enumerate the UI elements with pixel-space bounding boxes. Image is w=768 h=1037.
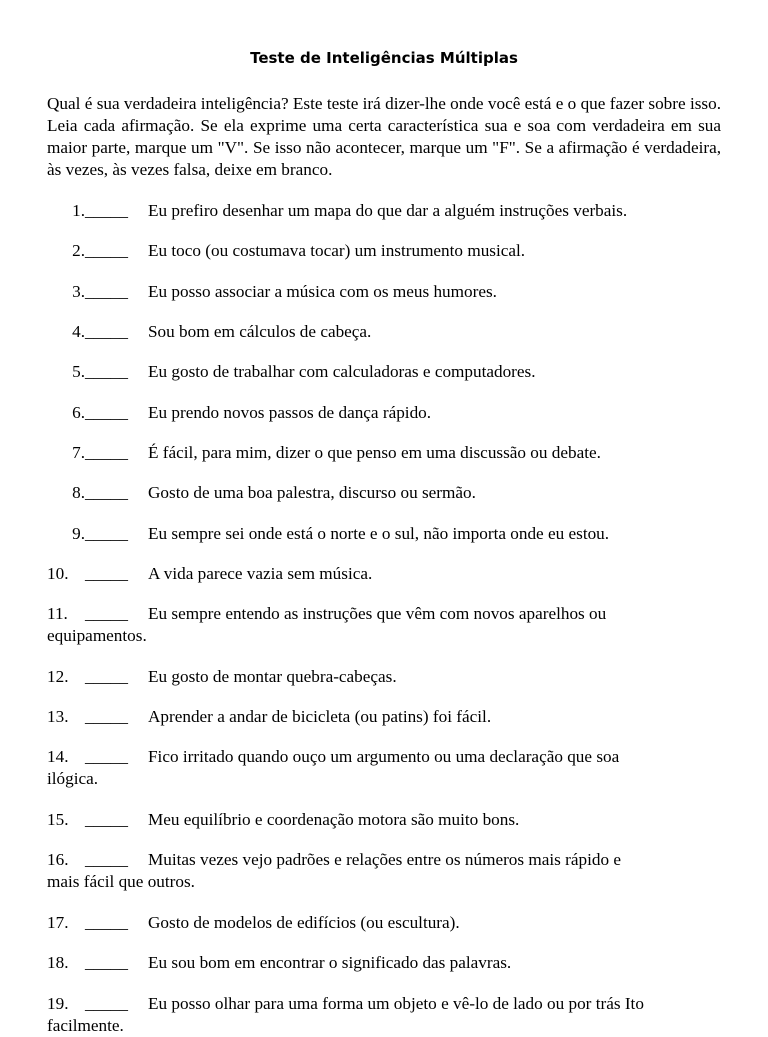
question-text: Eu prendo novos passos de dança rápido. (148, 403, 432, 422)
question-text: Fico irritado quando ouço um argumento ou uma declaração que soa (148, 747, 620, 766)
question-line (47, 706, 721, 728)
question-line (47, 442, 721, 464)
answer-blank[interactable]: _____ (85, 747, 128, 766)
question-line (47, 523, 721, 545)
question-line (47, 746, 721, 768)
question-line (47, 200, 721, 222)
question-line (47, 281, 721, 303)
question-text: Aprender a andar de bicicleta (ou patins) foi fácil. (148, 707, 492, 726)
list-item (47, 746, 721, 790)
list-item (47, 482, 721, 504)
list-item (47, 240, 721, 262)
question-line (47, 952, 721, 974)
answer-blank[interactable]: _____ (85, 443, 128, 462)
question-number: 19. (47, 994, 69, 1013)
list-item (47, 442, 721, 464)
question-line (47, 849, 721, 871)
answer-blank[interactable]: _____ (85, 483, 128, 502)
list-item (47, 706, 721, 728)
question-text-continuation: mais fácil que outros. (47, 872, 195, 891)
question-text-continuation: ilógica. (47, 769, 99, 788)
question-text: Eu posso olhar para uma forma um objeto e vê-lo de lado ou por trás Ito (148, 994, 644, 1013)
question-number: 15. (47, 810, 69, 829)
question-text: Muitas vezes vejo padrões e relações entre os números mais rápido e (148, 850, 621, 869)
question-number: 4. (72, 322, 85, 341)
question-number: 1. (72, 201, 85, 220)
question-text: É fácil, para mim, dizer o que penso em uma discussão ou debate. (148, 443, 601, 462)
question-number: 3. (72, 282, 85, 301)
question-text: Eu sempre sei onde está o norte e o sul, não importa onde eu estou. (148, 524, 610, 543)
document-title: Teste de Inteligências Múltiplas (250, 49, 518, 67)
answer-blank[interactable]: _____ (85, 241, 128, 260)
answer-blank[interactable]: _____ (85, 403, 128, 422)
question-line (47, 912, 721, 934)
intro-paragraph (47, 93, 721, 181)
list-item (47, 200, 721, 222)
question-number: 16. (47, 850, 69, 869)
question-text: Eu sempre entendo as instruções que vêm com novos aparelhos ou (148, 604, 607, 623)
question-text: Meu equilíbrio e coordenação motora são muito bons. (148, 810, 520, 829)
question-line (47, 809, 721, 831)
list-item (47, 666, 721, 688)
question-text: Eu gosto de montar quebra-cabeças. (148, 667, 397, 686)
question-line (47, 402, 721, 424)
question-line (47, 321, 721, 343)
question-line (47, 361, 721, 383)
question-number: 12. (47, 667, 69, 686)
question-line (47, 666, 721, 688)
question-number: 2. (72, 241, 85, 260)
question-line (47, 240, 721, 262)
question-text-continuation: facilmente. (47, 1016, 124, 1035)
answer-blank[interactable]: _____ (85, 953, 128, 972)
list-item (47, 361, 721, 383)
answer-blank[interactable]: _____ (85, 850, 128, 869)
question-number: 18. (47, 953, 69, 972)
question-number: 11. (47, 604, 68, 623)
list-item (47, 603, 721, 647)
question-number: 10. (47, 564, 69, 583)
question-number: 17. (47, 913, 69, 932)
question-number: 7. (72, 443, 85, 462)
answer-blank[interactable]: _____ (85, 282, 128, 301)
question-number: 13. (47, 707, 69, 726)
list-item (47, 402, 721, 424)
answer-blank[interactable]: _____ (85, 322, 128, 341)
question-number: 6. (72, 403, 85, 422)
question-line (47, 993, 721, 1015)
question-text: Eu toco (ou costumava tocar) um instrumento musical. (148, 241, 526, 260)
list-item (47, 563, 721, 585)
question-line (47, 603, 721, 625)
question-text: Gosto de modelos de edifícios (ou escultura). (148, 913, 460, 932)
question-text: Eu prefiro desenhar um mapa do que dar a alguém instruções verbais. (148, 201, 628, 220)
list-item (47, 993, 721, 1037)
answer-blank[interactable]: _____ (85, 564, 128, 583)
list-item (47, 952, 721, 974)
question-number: 5. (72, 362, 85, 381)
question-number: 14. (47, 747, 69, 766)
answer-blank[interactable]: _____ (85, 201, 128, 220)
question-text: Eu gosto de trabalhar com calculadoras e computadores. (148, 362, 536, 381)
question-line (47, 563, 721, 585)
question-number: 9. (72, 524, 85, 543)
question-text: Eu posso associar a música com os meus humores. (148, 282, 497, 301)
question-text: Sou bom em cálculos de cabeça. (148, 322, 372, 341)
question-text: Eu sou bom em encontrar o significado das palavras. (148, 953, 512, 972)
answer-blank[interactable]: _____ (85, 362, 128, 381)
question-text: A vida parece vazia sem música. (148, 564, 373, 583)
answer-blank[interactable]: _____ (85, 913, 128, 932)
answer-blank[interactable]: _____ (85, 524, 128, 543)
list-item (47, 321, 721, 343)
list-item (47, 809, 721, 831)
list-item (47, 849, 721, 893)
question-text-continuation: equipamentos. (47, 626, 147, 645)
list-item (47, 281, 721, 303)
question-number: 8. (72, 483, 85, 502)
intro-text: Qual é sua verdadeira inteligência? Este teste irá dizer-lhe onde você está e o que fazer sobre isso. Leia cada afirmação. Se ela exprime uma certa característica sua e soa com verdadeira em sua maior parte, marque um "V". Se isso não acontecer, marque um "F". Se a afirmação é verdadeira, às vezes, às vezes falsa, deixe em branco. (47, 94, 721, 179)
list-item (47, 523, 721, 545)
answer-blank[interactable]: _____ (85, 994, 128, 1013)
answer-blank[interactable]: _____ (85, 707, 128, 726)
list-item (47, 912, 721, 934)
answer-blank[interactable]: _____ (85, 810, 128, 829)
answer-blank[interactable]: _____ (85, 604, 128, 623)
answer-blank[interactable]: _____ (85, 667, 128, 686)
question-line (47, 482, 721, 504)
question-text: Gosto de uma boa palestra, discurso ou sermão. (148, 483, 476, 502)
